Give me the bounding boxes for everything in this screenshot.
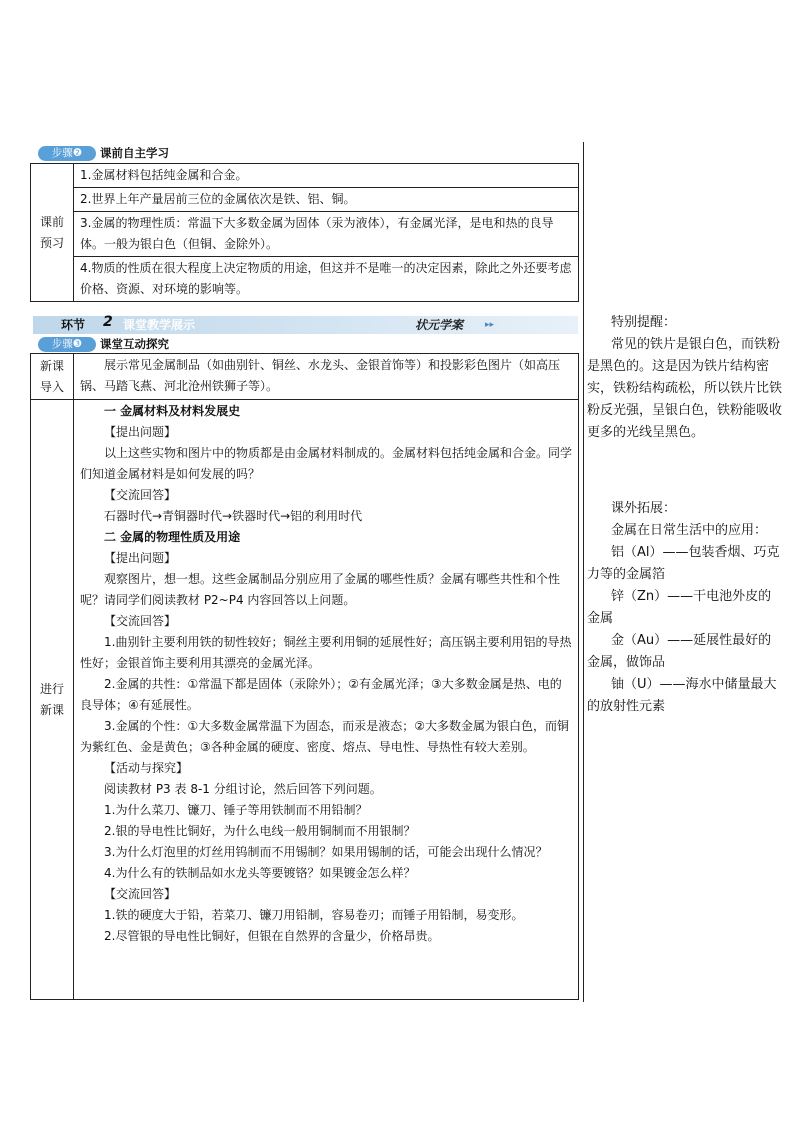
step2-badge: 步骤❷	[38, 146, 96, 161]
section-heading: 二 金属的物理性质及用途	[104, 530, 241, 544]
step3-badge: 步骤❸	[38, 337, 96, 352]
section-banner	[33, 316, 578, 334]
banner-huanjie: 环节	[61, 318, 86, 332]
section-heading: 一 金属材料及材料发展史	[104, 404, 241, 418]
banner-title: 课堂教学展示	[123, 318, 196, 332]
margin-divider	[583, 142, 584, 1002]
lesson-paragraph: 【交流回答】	[104, 488, 177, 502]
preclass-label: 课前预习	[31, 164, 74, 302]
lesson-paragraph: 阅读教材 P3 表 8-1 分组讨论，然后回答下列问题。	[104, 782, 382, 796]
lesson-paragraph: 2.金属的共性：①常温下都是固体（汞除外）；②有金属光泽；③大多数金属是热、电的良导体；④有延展性。	[80, 677, 562, 712]
lesson-paragraph: 观察图片，想一想。这些金属制品分别应用了金属的哪些性质？金属有哪些共性和个性呢？请同学们阅读教材 P2~P4 内容回答以上问题。	[80, 572, 561, 607]
extension-title: 课外拓展：	[611, 501, 677, 516]
lesson-paragraph: 1.曲别针主要利用铁的韧性较好；铜丝主要利用铜的延展性好；高压锅主要利用铝的导热性好；金银首饰主要利用其漂亮的金属光泽。	[80, 635, 572, 670]
lesson-paragraph: 【活动与探究】	[104, 761, 189, 775]
reminder-title: 特别提醒：	[611, 315, 677, 330]
reminder-text: 常见的铁片是银白色，而铁粉是黑色的。这是因为铁片结构密实，铁粉结构疏松，所以铁片比铁粉反光强，呈银白色，铁粉能吸收更多的光线呈黑色。	[587, 337, 783, 440]
lesson-paragraph: 【交流回答】	[104, 614, 177, 628]
intro-label: 新课导入	[31, 354, 74, 400]
lesson-label: 进行新课	[31, 400, 74, 1000]
lesson-paragraph: 3.金属的个性：①大多数金属常温下为固态，而汞是液态；②大多数金属为银白色，而铜为紫红色、金是黄色；③各种金属的硬度、密度、熔点、导电性、导热性有较大差别。	[80, 719, 569, 754]
lesson-paragraph: 2.银的导电性比铜好，为什么电线一般用铜制而不用银制？	[104, 824, 416, 838]
banner-number: 2	[103, 314, 113, 330]
side-note-extension	[587, 498, 783, 718]
intro-text: 展示常见金属制品（如曲别针、铜丝、水龙头、金银首饰等）和投影彩色图片（如高压锅、马踏飞燕、河北沧州铁狮子等）。	[74, 354, 579, 400]
extension-intro: 金属在日常生活中的应用：	[611, 523, 768, 538]
step3-title: 课堂互动探究	[100, 337, 169, 351]
lesson-paragraph: 4.为什么有的铁制品如水龙头等要镀铬？如果镀金怎么样？	[104, 866, 416, 880]
lesson-paragraph: 【提出问题】	[104, 551, 177, 565]
banner-brand: 状元学案	[415, 318, 464, 332]
lesson-paragraph: 以上这些实物和图片中的物质都是由金属材料制成的。金属材料包括纯金属和合金。同学们知道金属材料是如何发展的吗？	[80, 446, 573, 481]
lesson-paragraph: 石器时代→青铜器时代→铁器时代→铝的利用时代	[104, 509, 363, 523]
lesson-paragraph: 1.铁的硬度大于铅，若菜刀、镰刀用铅制，容易卷刃；而锤子用铅制，易变形。	[104, 908, 524, 922]
lesson-paragraph: 【交流回答】	[104, 887, 177, 901]
banner-arrow-icon: ▸▸	[485, 320, 495, 330]
lesson-paragraph: 3.为什么灯泡里的灯丝用钨制而不用锡制？如果用锡制的话，可能会出现什么情况？	[104, 845, 548, 859]
step2-header	[38, 146, 338, 161]
extension-item: 锌（Zn）——干电池外皮的金属	[587, 589, 772, 626]
lesson-table	[30, 353, 579, 1000]
step3-header	[38, 337, 338, 352]
extension-item: 铀（U）——海水中储量最大的放射性元素	[587, 677, 777, 714]
extension-item: 铝（Al）——包装香烟、巧克力等的金属箔	[587, 545, 780, 582]
lesson-paragraph: 【提出问题】	[104, 425, 177, 439]
preclass-item-2: 2.世界上年产量居前三位的金属依次是铁、铝、铜。	[74, 188, 579, 212]
lesson-paragraph: 2.尽管银的导电性比铜好，但银在自然界的含量少，价格昂贵。	[104, 929, 440, 943]
side-note-reminder	[587, 312, 783, 444]
preclass-table	[30, 163, 579, 302]
lesson-lines	[74, 400, 578, 948]
extension-item: 金（Au）——延展性最好的金属，做饰品	[587, 633, 772, 670]
lesson-paragraph: 1.为什么菜刀、镰刀、锤子等用铁制而不用铅制？	[104, 803, 368, 817]
step2-title: 课前自主学习	[100, 146, 169, 160]
preclass-item-1: 1.金属材料包括纯金属和合金。	[74, 164, 579, 188]
lesson-content	[74, 400, 579, 1000]
preclass-item-4: 4.物质的性质在很大程度上决定物质的用途，但这并不是唯一的决定因素，除此之外还要考虑价格、资源、对环境的影响等。	[74, 257, 579, 302]
preclass-item-3: 3.金属的物理性质：常温下大多数金属为固体（汞为液体），有金属光泽，是电和热的良导体。一般为银白色（但铜、金除外）。	[74, 212, 579, 257]
